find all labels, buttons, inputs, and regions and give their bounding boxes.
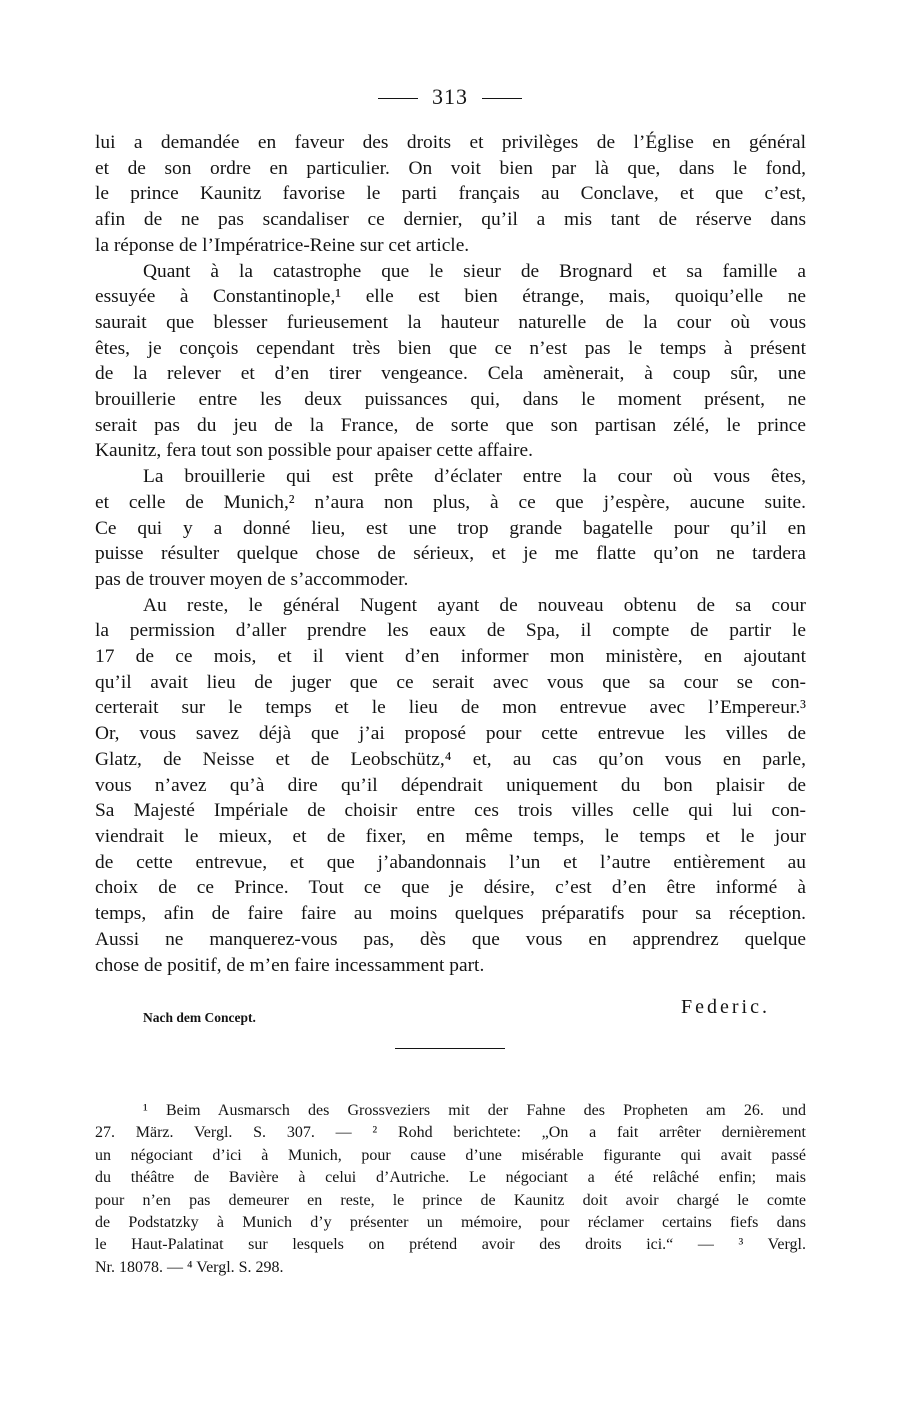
text-line: de la relever et d’en tirer vengeance. Cela amènerait, à coup sûr, une: [95, 363, 806, 385]
text-line: Au reste, le général Nugent ayant de nouveau obtenu de sa cour: [143, 594, 806, 616]
header-dash-right: [482, 98, 522, 99]
source-note: Nach dem Concept.: [143, 1010, 256, 1025]
text-line: êtes, je conçois cependant très bien que ce n’est pas le temps à présent: [95, 337, 806, 359]
paragraph-4: [95, 593, 806, 979]
footnote-line: 27. März. Vergl. S. 307. — ² Rohd berichtete: „On a fait arrêter dernièrement: [95, 1124, 806, 1142]
text-line: choix de ce Prince. Tout ce que je désire, c’est d’en être informé à: [95, 877, 806, 899]
signature: Federic.: [681, 996, 770, 1018]
footnote-line: Nr. 18078. — ⁴ Vergl. S. 298.: [95, 1258, 284, 1276]
text-line: essuyée à Constantinople,¹ elle est bien étrange, mais, quoiqu’elle ne: [95, 286, 806, 308]
footnote-line: le Haut-Palatinat sur lesquels on prétend avoir des droits ici.“ — ³ Vergl.: [95, 1236, 806, 1254]
footnote-line: un négociant d’ici à Munich, pour cause d’une misérable figurante qui avait passé: [95, 1146, 806, 1164]
text-line: qu’il avait lieu de juger que ce serait avec vous que sa cour se con-: [95, 671, 806, 693]
text-line: la réponse de l’Impératrice-Reine sur cet article.: [95, 234, 470, 256]
text-line: 17 de ce mois, et il vient d’en informer mon ministère, en ajoutant: [95, 646, 806, 668]
letter-body: [95, 130, 806, 978]
text-line: La brouillerie qui est prête d’éclater entre la cour où vous êtes,: [143, 466, 806, 488]
text-line: afin de ne pas scandaliser ce dernier, qu’il a mis tant de réserve dans: [95, 209, 806, 231]
text-line: certerait sur le temps et le lieu de mon entrevue avec l’Empereur.³: [95, 697, 806, 719]
footnote-line: de Podstatzky à Munich d’y présenter un mémoire, pour réclamer certains fiefs dans: [95, 1214, 806, 1232]
paragraph-3: [95, 464, 806, 593]
text-line: Sa Majesté Impériale de choisir entre ces trois villes celle qui lui con-: [95, 800, 806, 822]
footnotes: [95, 1100, 806, 1279]
text-line: Kaunitz, fera tout son possible pour apaiser cette affaire.: [95, 440, 533, 462]
text-line: et celle de Munich,² n’aura non plus, à ce que j’espère, aucune suite.: [95, 491, 806, 513]
text-line: serait pas du jeu de la France, de sorte que son partisan zélé, le prince: [95, 414, 806, 436]
text-line: viendrait le mieux, et de fixer, en même temps, le temps et le jour: [95, 825, 806, 847]
footnote-separator: [395, 1048, 505, 1049]
text-line: la permission d’aller prendre les eaux de Spa, il compte de partir le: [95, 620, 806, 642]
footnote-line: du théâtre de Bavière à celui d’Autriche. Le négociant a été relâché enfin; mais: [95, 1169, 806, 1187]
text-line: Glatz, de Neisse et de Leobschütz,⁴ et, au cas qu’on vous en parle,: [95, 748, 806, 770]
text-line: lui a demandée en faveur des droits et privilèges de l’Église en général: [95, 132, 806, 153]
text-line: chose de positif, de m’en faire incessamment part.: [95, 954, 485, 976]
header-dash-left: [378, 98, 418, 99]
text-line: puisse résulter quelque chose de sérieux, et je me flatte qu’on ne tardera: [95, 543, 806, 565]
footnote-line: ¹ Beim Ausmarsch des Grossveziers mit der Fahne des Propheten am 26. und: [143, 1102, 806, 1119]
text-line: vous n’avez qu’à dire qu’il dépendrait uniquement du bon plaisir de: [95, 774, 806, 796]
footnote-line: pour n’en pas demeurer en reste, le prince de Kaunitz doit avoir chargé le comte: [95, 1191, 806, 1209]
paragraph-2: [95, 259, 806, 465]
text-line: saurait que blesser furieusement la hauteur naturelle de la cour où vous: [95, 311, 806, 333]
text-line: Ce qui y a donné lieu, est une trop grande bagatelle pour qu’il en: [95, 517, 806, 539]
text-line: Or, vous savez déjà que j’ai proposé pour cette entrevue les villes de: [95, 723, 806, 745]
text-line: brouillerie entre les deux puissances qui, dans le moment présent, ne: [95, 389, 806, 411]
text-line: temps, afin de faire faire au moins quelques préparatifs pour sa réception.: [95, 903, 806, 925]
text-line: le prince Kaunitz favorise le parti français au Conclave, et que c’est,: [95, 183, 806, 205]
text-line: Quant à la catastrophe que le sieur de Brognard et sa famille a: [143, 260, 806, 282]
text-line: Aussi ne manquerez-vous pas, dès que vous en apprendrez quelque: [95, 928, 806, 950]
paragraph-1: [95, 130, 806, 259]
text-line: de cette entrevue, et que j’abandonnais l’un et l’autre entièrement au: [95, 851, 806, 873]
text-line: et de son ordre en particulier. On voit bien par là que, dans le fond,: [95, 157, 806, 179]
page-header: [0, 84, 900, 110]
page-number: 313: [432, 84, 468, 109]
text-line: pas de trouver moyen de s’accommoder.: [95, 568, 409, 590]
